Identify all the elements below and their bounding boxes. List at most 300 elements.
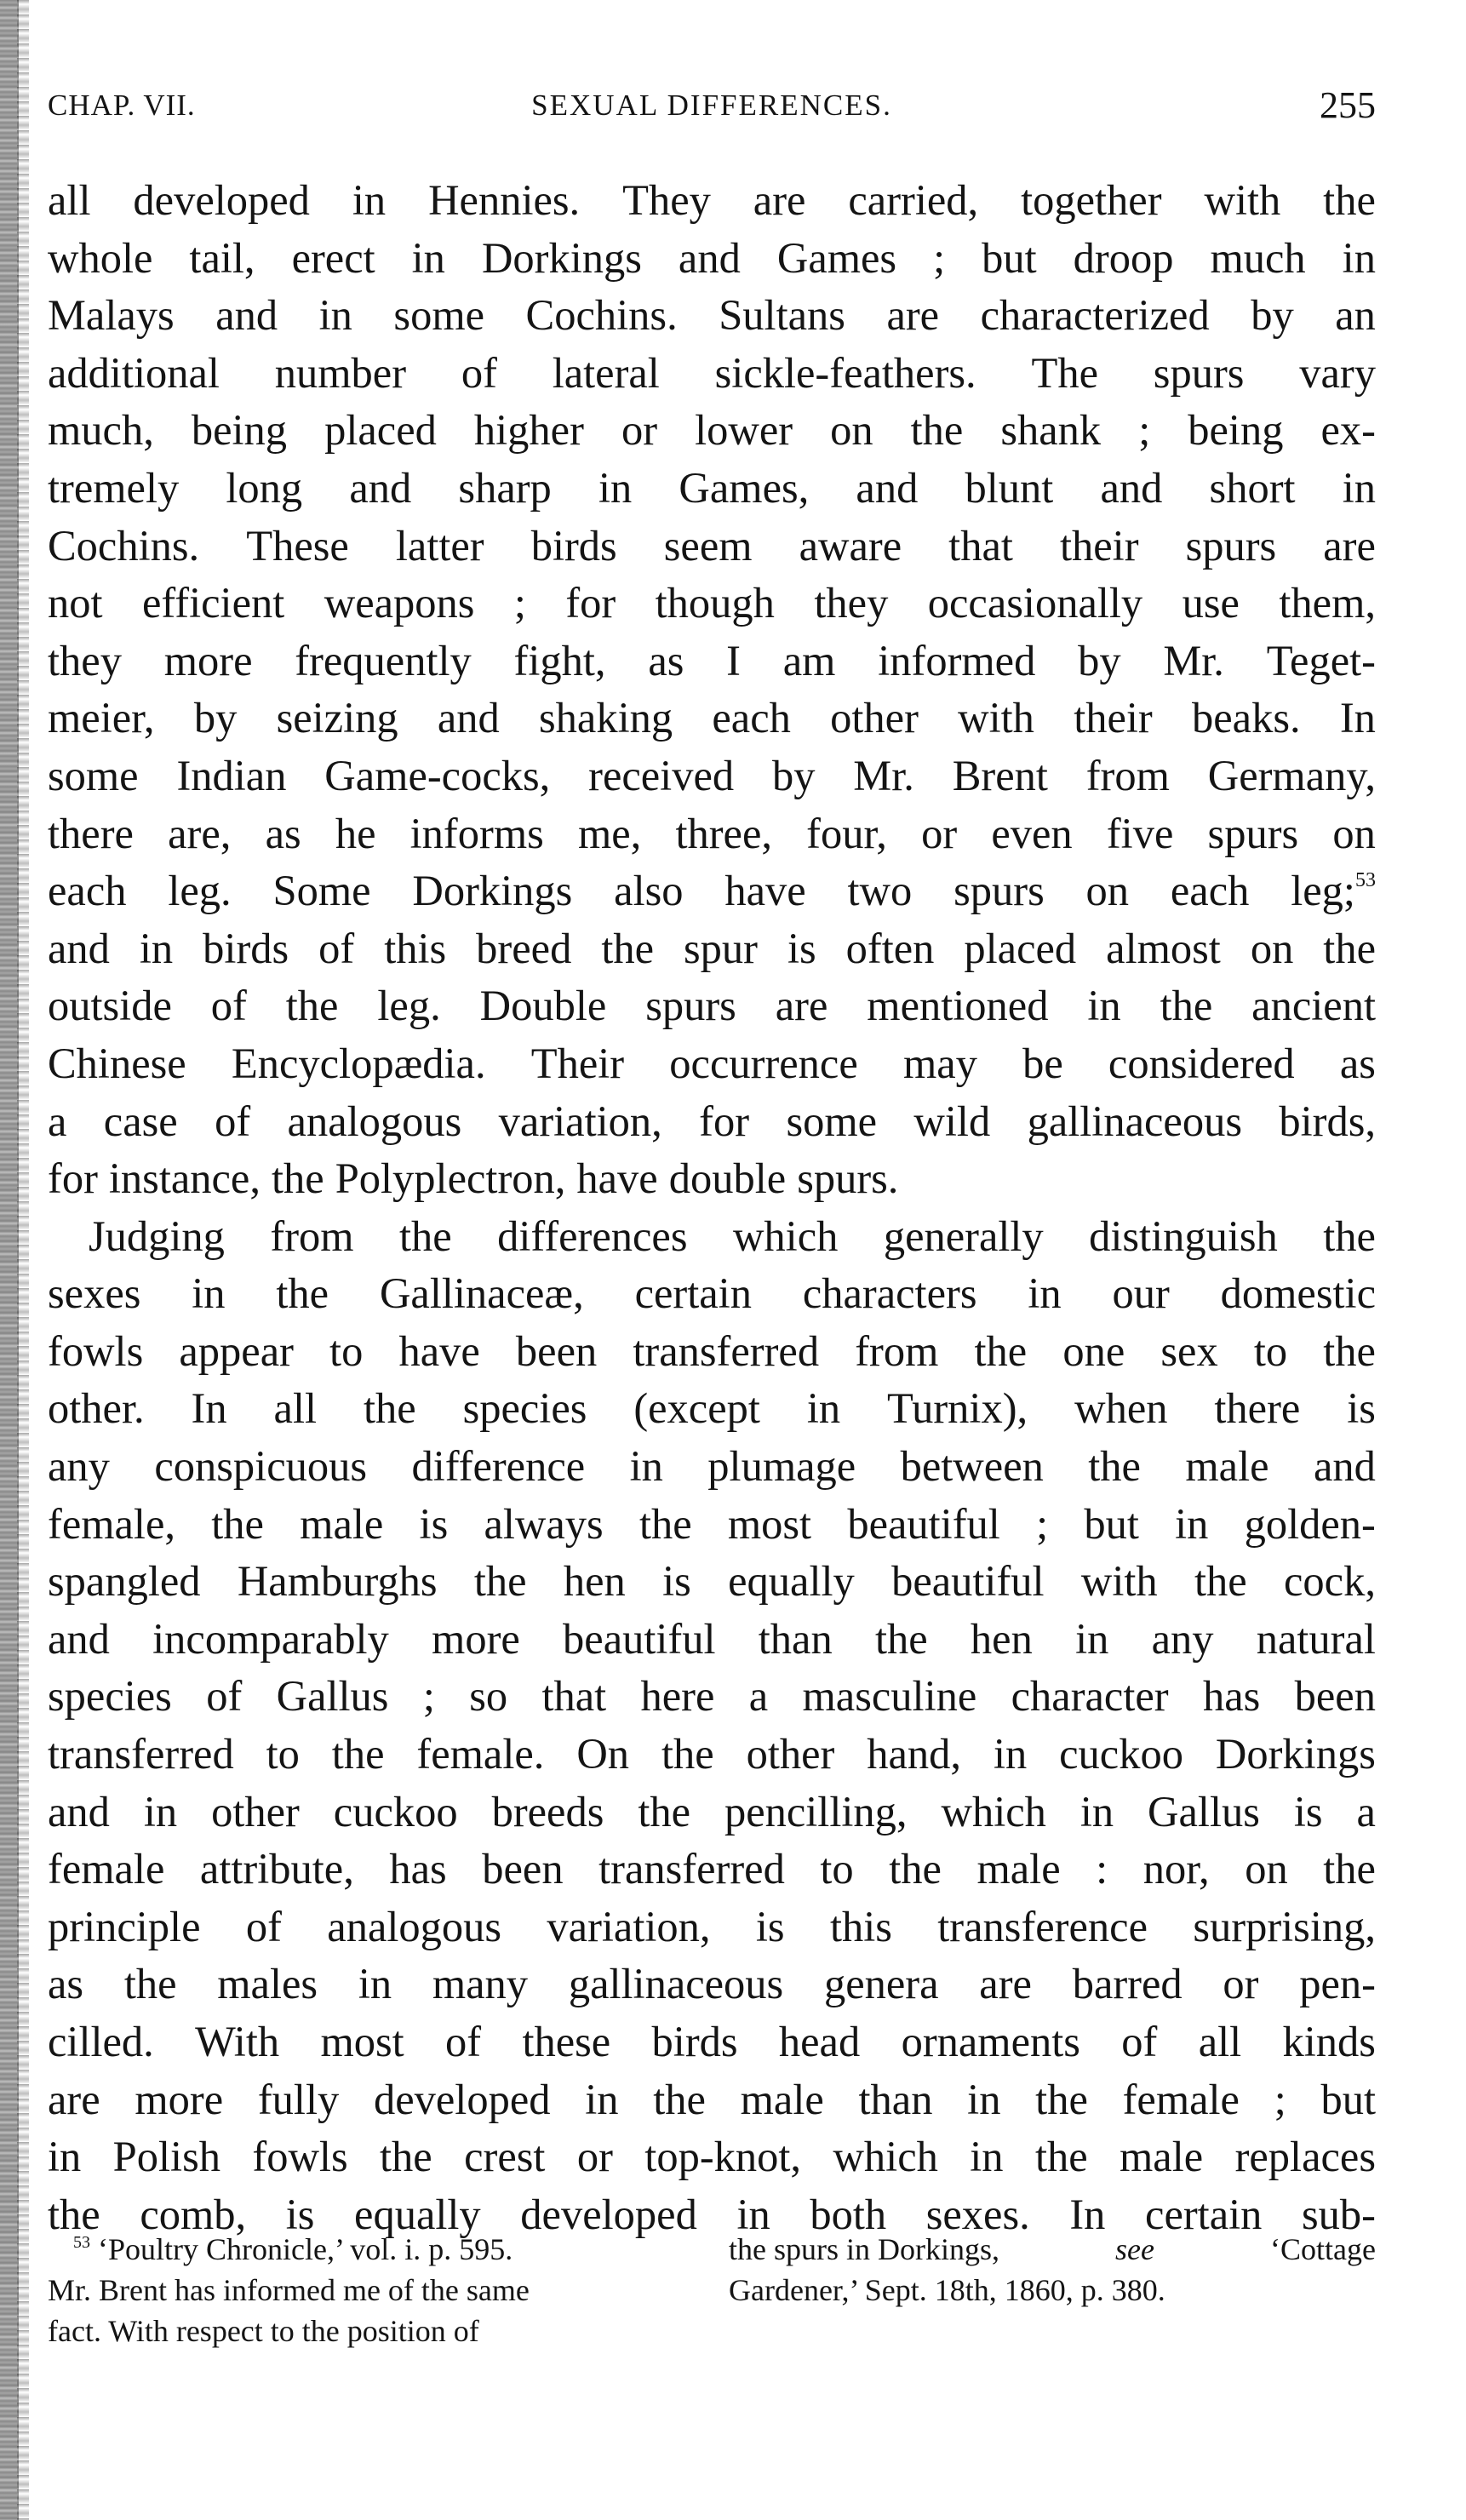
word: me, xyxy=(577,809,642,857)
word: when xyxy=(1074,1384,1168,1433)
word: hand, xyxy=(867,1730,962,1778)
word: Encyclopædia. xyxy=(231,1039,486,1087)
word: double xyxy=(668,1154,787,1203)
word: certain xyxy=(634,1269,752,1318)
word: or xyxy=(621,406,658,455)
word: be xyxy=(1022,1039,1063,1087)
word: leg;$^{53}$ xyxy=(1291,867,1376,915)
word: on xyxy=(830,406,873,455)
word: plumage xyxy=(707,1442,856,1491)
word: much, xyxy=(48,406,154,455)
word: certain xyxy=(1145,2190,1263,2238)
word: of xyxy=(318,924,355,972)
word: as xyxy=(265,809,301,857)
word: has xyxy=(1202,1672,1261,1721)
text-line xyxy=(48,747,1376,805)
word: this xyxy=(384,924,447,972)
word: have xyxy=(398,1326,480,1375)
word: but xyxy=(1320,2075,1376,2123)
word: cock, xyxy=(1284,1557,1376,1606)
word: fowls xyxy=(252,2133,348,2181)
word: tail, xyxy=(189,233,255,282)
word: in xyxy=(192,1269,226,1318)
word: is xyxy=(419,1499,449,1548)
word: informs xyxy=(409,809,544,857)
text-line xyxy=(48,805,1376,863)
word: so xyxy=(469,1672,508,1721)
word: fight, xyxy=(513,636,606,684)
chapter-label: CHAP. VII. xyxy=(48,89,196,122)
word: barred xyxy=(1072,1960,1183,2008)
word: analogous xyxy=(287,1097,462,1145)
word: in xyxy=(629,1442,663,1491)
word: in xyxy=(970,2133,1004,2181)
word: shaking xyxy=(539,694,673,742)
word: which xyxy=(941,1787,1046,1836)
word: species xyxy=(462,1384,587,1433)
text-line xyxy=(48,690,1376,747)
word: by xyxy=(1078,636,1121,684)
word: as xyxy=(1339,1039,1376,1087)
word: on xyxy=(1245,1845,1288,1893)
page-number: 255 xyxy=(1320,84,1376,126)
word: Dorkings xyxy=(481,233,642,282)
word: on xyxy=(1085,867,1130,915)
word: Mr. xyxy=(1163,636,1224,684)
word: to xyxy=(1253,1326,1288,1375)
word: Germany, xyxy=(1207,751,1376,799)
word: the xyxy=(398,1211,452,1260)
word: placed xyxy=(324,406,437,455)
word: Sultans xyxy=(719,291,845,340)
word: and xyxy=(437,694,500,742)
word: Hamburghs xyxy=(237,1557,438,1606)
word: and xyxy=(48,1787,110,1836)
word: to xyxy=(266,1730,300,1778)
text-line xyxy=(48,1150,1376,1208)
word: on xyxy=(1332,809,1376,857)
word: all xyxy=(48,176,91,224)
word: spurs. xyxy=(797,1154,899,1203)
word: lateral xyxy=(552,348,660,397)
word: Indian xyxy=(176,751,287,799)
word: erect xyxy=(291,233,375,282)
word: replaces xyxy=(1234,2133,1376,2181)
word: leg. xyxy=(377,982,441,1030)
text-line xyxy=(48,1553,1376,1611)
word: more xyxy=(432,1614,520,1663)
word: some xyxy=(393,291,485,340)
text-line xyxy=(48,1380,1376,1438)
word: and xyxy=(1313,1442,1376,1491)
word: there xyxy=(48,809,134,857)
word: birds, xyxy=(1279,1097,1376,1145)
word: in xyxy=(358,1960,392,2008)
word: Gallus xyxy=(1148,1787,1260,1836)
word: any xyxy=(1151,1614,1214,1663)
footnote-line xyxy=(729,2229,1376,2270)
word: not xyxy=(48,579,103,627)
body-text xyxy=(48,172,1376,2243)
text-line xyxy=(48,1668,1376,1726)
word: that xyxy=(541,1672,607,1721)
word: a xyxy=(748,1672,769,1721)
word: Judging xyxy=(89,1211,225,1260)
word: other. xyxy=(48,1384,145,1433)
word: in xyxy=(48,2133,82,2181)
word: beautiful xyxy=(891,1557,1045,1606)
word: efficient xyxy=(141,579,285,627)
word: which xyxy=(833,2133,938,2181)
word: considered xyxy=(1108,1039,1295,1087)
word: more xyxy=(163,636,253,684)
word: characterized xyxy=(980,291,1210,340)
word: Their xyxy=(530,1039,625,1087)
word: transferred xyxy=(48,1730,234,1778)
word: breeds xyxy=(491,1787,604,1836)
word: beautiful xyxy=(563,1614,716,1663)
word: three, xyxy=(675,809,772,857)
word: female xyxy=(1122,2075,1240,2123)
word: lower xyxy=(695,406,793,455)
word: fully xyxy=(257,2075,340,2123)
word: wild xyxy=(913,1097,991,1145)
word: Double xyxy=(479,982,607,1030)
word: transferred xyxy=(633,1326,820,1375)
word: and xyxy=(1100,463,1163,512)
word: These xyxy=(246,521,349,570)
word: On xyxy=(576,1730,630,1778)
word: the xyxy=(1088,1442,1141,1491)
word: frequently xyxy=(295,636,472,684)
word: ; xyxy=(513,579,526,627)
word: their xyxy=(1059,521,1139,570)
word: Dorkings xyxy=(1215,1730,1376,1778)
footnote-line xyxy=(48,2229,678,2270)
word: other xyxy=(746,1730,835,1778)
word: developed xyxy=(373,2075,551,2123)
word: the xyxy=(1323,1326,1376,1375)
word: a xyxy=(48,1097,67,1145)
word: vary xyxy=(1299,348,1376,397)
word: sub- xyxy=(1302,2190,1376,2238)
word: often xyxy=(845,924,935,972)
word: am xyxy=(782,636,836,684)
word: the xyxy=(48,2190,100,2238)
word: by xyxy=(771,751,816,799)
text-line xyxy=(48,1784,1376,1841)
word: the xyxy=(1323,176,1376,224)
word: of xyxy=(245,1902,282,1950)
footnote-text: the spurs in Dorkings, xyxy=(729,2232,999,2266)
word: in xyxy=(1087,982,1121,1030)
text-line xyxy=(48,1899,1376,1956)
word: or xyxy=(576,2133,613,2181)
word: of xyxy=(461,348,497,397)
word: instance, xyxy=(108,1154,261,1203)
word: are xyxy=(1323,521,1376,570)
word: the xyxy=(1034,2133,1088,2181)
text-line xyxy=(48,2071,1376,2129)
word: placed xyxy=(964,924,1077,972)
word: male xyxy=(976,1845,1061,1893)
word: transference xyxy=(937,1902,1148,1950)
word: the xyxy=(123,1960,177,2008)
word: for xyxy=(699,1097,750,1145)
word: mentioned xyxy=(867,982,1049,1030)
text-line xyxy=(48,977,1376,1035)
word: and xyxy=(48,924,110,972)
word: the xyxy=(639,1499,692,1548)
word: Malays xyxy=(48,291,175,340)
word: the xyxy=(1323,1211,1376,1260)
word: Mr. xyxy=(853,751,914,799)
word: Some xyxy=(272,867,371,915)
word: blunt xyxy=(965,463,1054,512)
word: though xyxy=(655,579,775,627)
word: for xyxy=(565,579,616,627)
text-line xyxy=(48,402,1376,460)
word: difference xyxy=(411,1442,586,1491)
word: as xyxy=(48,1960,84,2008)
word: are xyxy=(979,1960,1032,2008)
text-line xyxy=(48,172,1376,230)
word: been xyxy=(482,1845,564,1893)
word: of xyxy=(1121,2018,1158,2065)
word: long xyxy=(226,463,303,512)
word: the xyxy=(1160,982,1213,1030)
word: an xyxy=(1335,291,1376,340)
word: and xyxy=(856,463,919,512)
word: been xyxy=(515,1326,598,1375)
word: character xyxy=(1011,1672,1169,1721)
word: two xyxy=(847,867,913,915)
word: the xyxy=(1194,1557,1247,1606)
word: In xyxy=(1339,694,1376,742)
word: : xyxy=(1096,1845,1108,1893)
word: most xyxy=(727,1499,812,1548)
word: also xyxy=(614,867,684,915)
text-line xyxy=(48,1841,1376,1899)
word: in xyxy=(1028,1269,1062,1318)
word: even xyxy=(991,809,1073,857)
word: Turnix), xyxy=(887,1384,1028,1433)
word: are xyxy=(886,291,940,340)
word: is xyxy=(1347,1384,1376,1433)
word: gallinaceous xyxy=(1027,1097,1242,1145)
word: distinguish xyxy=(1089,1211,1278,1260)
word: there xyxy=(1214,1384,1301,1433)
word: are xyxy=(48,2075,100,2123)
word: male xyxy=(300,1499,384,1548)
word: five xyxy=(1106,809,1174,857)
text-line xyxy=(48,1956,1376,2013)
word: attribute, xyxy=(199,1845,354,1893)
word: in xyxy=(1342,233,1376,282)
word: higher xyxy=(473,406,584,455)
footnote-reference-53: 53 xyxy=(1354,869,1376,892)
word: of xyxy=(206,1672,243,1721)
word: characters xyxy=(802,1269,977,1318)
word: conspicuous xyxy=(154,1442,368,1491)
running-title: SEXUAL DIFFERENCES. xyxy=(531,89,892,122)
word: masculine xyxy=(802,1672,977,1721)
word: our xyxy=(1112,1269,1170,1318)
word: appear xyxy=(179,1326,294,1375)
word: head xyxy=(778,2018,861,2065)
text-line xyxy=(48,230,1376,288)
word: in xyxy=(993,1730,1028,1778)
word: short xyxy=(1209,463,1296,512)
word: from xyxy=(1085,751,1170,799)
word: breed xyxy=(476,924,572,972)
word: the xyxy=(1035,2075,1088,2123)
word: by xyxy=(193,694,238,742)
word: ancient xyxy=(1251,982,1376,1030)
word: equally xyxy=(728,1557,855,1606)
word: spurs xyxy=(1153,348,1245,397)
word: case xyxy=(103,1097,178,1145)
word: occasionally xyxy=(927,579,1143,627)
word: and xyxy=(678,233,741,282)
word: beautiful xyxy=(847,1499,1000,1548)
word: and xyxy=(215,291,278,340)
word: female xyxy=(48,1845,165,1893)
word: developed xyxy=(133,176,310,224)
word: with xyxy=(1204,176,1281,224)
word: other xyxy=(211,1787,300,1836)
word: seem xyxy=(663,521,753,570)
word: Hennies. xyxy=(428,176,581,224)
word: the xyxy=(1323,924,1376,972)
footnote-line xyxy=(48,2270,678,2311)
word: to xyxy=(820,1845,854,1893)
word: here xyxy=(640,1672,715,1721)
word: each xyxy=(48,867,127,915)
text-line xyxy=(48,862,1376,920)
text-line xyxy=(48,633,1376,690)
text-line xyxy=(48,345,1376,403)
word: may xyxy=(902,1039,977,1087)
word: in xyxy=(598,463,633,512)
word: (except xyxy=(633,1384,760,1433)
word: in xyxy=(967,2075,1001,2123)
word: Gallinaceæ, xyxy=(379,1269,584,1318)
word: analogous xyxy=(327,1902,502,1950)
word: is xyxy=(1293,1787,1323,1836)
word: each xyxy=(1170,867,1250,915)
word: the xyxy=(910,406,964,455)
word: natural xyxy=(1256,1614,1376,1663)
word: are, xyxy=(168,809,232,857)
word: all xyxy=(1198,2018,1242,2065)
text-line xyxy=(48,460,1376,518)
word: number xyxy=(274,348,407,397)
book-spine-shadow xyxy=(0,0,19,2520)
word: ornaments xyxy=(901,2018,1080,2065)
word: male xyxy=(740,2075,824,2123)
word: with xyxy=(958,694,1034,742)
footnote-marker-53: $^{53}$ ‘Poultry Chronicle,’ vol. i. p. 595. xyxy=(73,2232,513,2266)
word: hen xyxy=(563,1557,626,1606)
word: cuckoo xyxy=(1059,1730,1183,1778)
word: in xyxy=(1079,1787,1114,1836)
word: and xyxy=(349,463,412,512)
word: Gallus xyxy=(276,1672,389,1721)
word: sickle-feathers. xyxy=(714,348,976,397)
word: most xyxy=(320,2018,404,2065)
word: comb, xyxy=(140,2190,247,2238)
word: in xyxy=(352,176,387,224)
word: pencilling, xyxy=(724,1787,908,1836)
word: together xyxy=(1021,176,1162,224)
word: the xyxy=(874,1614,928,1663)
word: spurs xyxy=(1185,521,1277,570)
word: one xyxy=(1062,1326,1125,1375)
word: their xyxy=(1074,694,1153,742)
word: sex xyxy=(1160,1326,1218,1375)
text-line xyxy=(48,1611,1376,1669)
word: kinds xyxy=(1282,2018,1376,2065)
word: birds xyxy=(530,521,617,570)
word: incomparably xyxy=(152,1614,389,1663)
footnote-text: ‘Cottage xyxy=(1270,2232,1376,2266)
word: other xyxy=(830,694,919,742)
word: which xyxy=(732,1211,839,1260)
text-line xyxy=(48,920,1376,978)
word: the xyxy=(653,2075,706,2123)
word: transferred xyxy=(598,1845,785,1893)
word: Dorkings xyxy=(412,867,573,915)
word: always xyxy=(484,1499,604,1548)
word: them, xyxy=(1279,579,1376,627)
word: but xyxy=(982,233,1037,282)
word: domestic xyxy=(1220,1269,1376,1318)
word: with xyxy=(1080,1557,1158,1606)
word: female, xyxy=(48,1499,175,1548)
word: Cochins. xyxy=(525,291,678,340)
word: principle xyxy=(48,1902,201,1950)
word: cilled. xyxy=(48,2018,154,2065)
word: sharp xyxy=(458,463,552,512)
footnote-right-column xyxy=(729,2229,1376,2351)
word: the xyxy=(1323,1845,1376,1893)
word: differences xyxy=(497,1211,688,1260)
word: both xyxy=(810,2190,887,2238)
word: surprising, xyxy=(1193,1902,1376,1950)
word: is xyxy=(755,1902,785,1950)
word: are xyxy=(775,982,828,1030)
word: With xyxy=(195,2018,280,2065)
word: male xyxy=(1120,2133,1204,2181)
word: sexes xyxy=(48,1269,141,1318)
text-line xyxy=(48,518,1376,576)
word: ; xyxy=(1138,406,1151,455)
word: crest xyxy=(464,2133,546,2181)
word: generally xyxy=(883,1211,1044,1260)
footnotes xyxy=(48,2229,1376,2351)
word: spurs xyxy=(953,867,1045,915)
word: hen xyxy=(970,1614,1033,1663)
book-page xyxy=(48,82,1376,2243)
word: than xyxy=(858,2075,933,2123)
word: pen- xyxy=(1299,1960,1376,2008)
word: the xyxy=(638,1787,691,1836)
word: seizing xyxy=(276,694,398,742)
word: is xyxy=(285,2190,315,2238)
word: is xyxy=(662,1557,691,1606)
text-line xyxy=(48,287,1376,345)
